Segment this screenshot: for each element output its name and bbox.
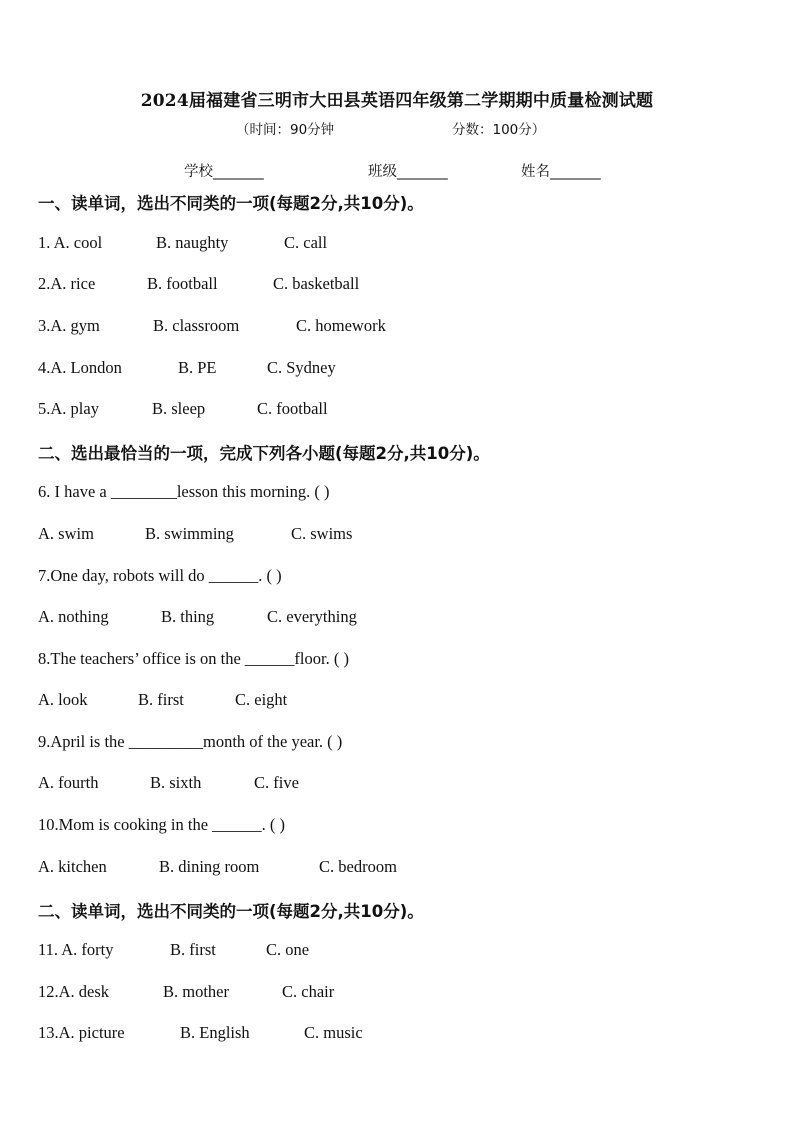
q4-option-a: 4.A. London: [38, 358, 122, 377]
q1-option-c: C. call: [284, 233, 328, 252]
q13-option-c: C. music: [304, 1023, 363, 1042]
q3-option-b: B. classroom: [153, 316, 240, 335]
q4-option-b: B. PE: [178, 358, 217, 377]
question-8-stem: 8.The teachers’ office is on the ______floor. ( ): [38, 649, 349, 668]
section3-heading: 二、读单词，选出不同类的一项(每题2分,共10分)。: [38, 902, 424, 921]
time-info: （时间：90分钟: [236, 122, 335, 138]
q7-option-a: A. nothing: [38, 607, 109, 626]
q7-option-c: C. everything: [267, 607, 357, 626]
q13-option-a: 13.A. picture: [38, 1023, 125, 1042]
name-field[interactable]: 姓名_______: [521, 164, 601, 180]
exam-info: [0, 118, 794, 138]
q8-option-c: C. eight: [235, 690, 288, 709]
q3-option-a: 3.A. gym: [38, 316, 100, 335]
q12-option-c: C. chair: [282, 982, 335, 1001]
q6-option-a: A. swim: [38, 524, 94, 543]
class-field[interactable]: 班级_______: [368, 164, 448, 180]
q11-option-a: 11. A. forty: [38, 940, 114, 959]
question-6-stem: 6. I have a ________lesson this morning. ( ): [38, 482, 330, 501]
q6-option-b: B. swimming: [145, 524, 234, 543]
q2-option-a: 2.A. rice: [38, 274, 96, 293]
q9-option-b: B. sixth: [150, 773, 202, 792]
q10-option-c: C. bedroom: [319, 857, 397, 876]
q5-option-c: C. football: [257, 399, 328, 418]
section1-heading: 一、读单词，选出不同类的一项(每题2分,共10分)。: [38, 194, 424, 213]
q9-option-a: A. fourth: [38, 773, 99, 792]
q8-option-a: A. look: [38, 690, 88, 709]
q12-option-b: B. mother: [163, 982, 229, 1001]
q3-option-c: C. homework: [296, 316, 386, 335]
q12-option-a: 12.A. desk: [38, 982, 110, 1001]
q8-option-b: B. first: [138, 690, 184, 709]
q11-option-c: C. one: [266, 940, 310, 959]
school-field[interactable]: 学校_______: [184, 164, 264, 180]
q2-option-c: C. basketball: [273, 274, 360, 293]
q6-option-c: C. swims: [291, 524, 353, 543]
q11-option-b: B. first: [170, 940, 216, 959]
q9-option-c: C. five: [254, 773, 299, 792]
q1-option-a: 1. A. cool: [38, 233, 103, 252]
q4-option-c: C. Sydney: [267, 358, 336, 377]
q10-option-b: B. dining room: [159, 857, 260, 876]
q2-option-b: B. football: [147, 274, 218, 293]
q5-option-b: B. sleep: [152, 399, 206, 418]
question-9-stem: 9.April is the _________month of the year. ( ): [38, 732, 343, 751]
exam-title: 2024届福建省三明市大田县英语四年级第二学期期中质量检测试题: [140, 91, 654, 111]
q5-option-a: 5.A. play: [38, 399, 99, 418]
question-10-stem: 10.Mom is cooking in the ______. ( ): [38, 815, 286, 834]
q7-option-b: B. thing: [161, 607, 215, 626]
q13-option-b: B. English: [180, 1023, 250, 1042]
question-7-stem: 7.One day, robots will do ______. ( ): [38, 566, 282, 585]
section2-heading: 二、选出最恰当的一项，完成下列各小题(每题2分,共10分)。: [38, 444, 490, 463]
student-fields: [0, 160, 794, 180]
q1-option-b: B. naughty: [156, 233, 229, 252]
q10-option-a: A. kitchen: [38, 857, 107, 876]
score-info: 分数：100分）: [452, 122, 546, 138]
